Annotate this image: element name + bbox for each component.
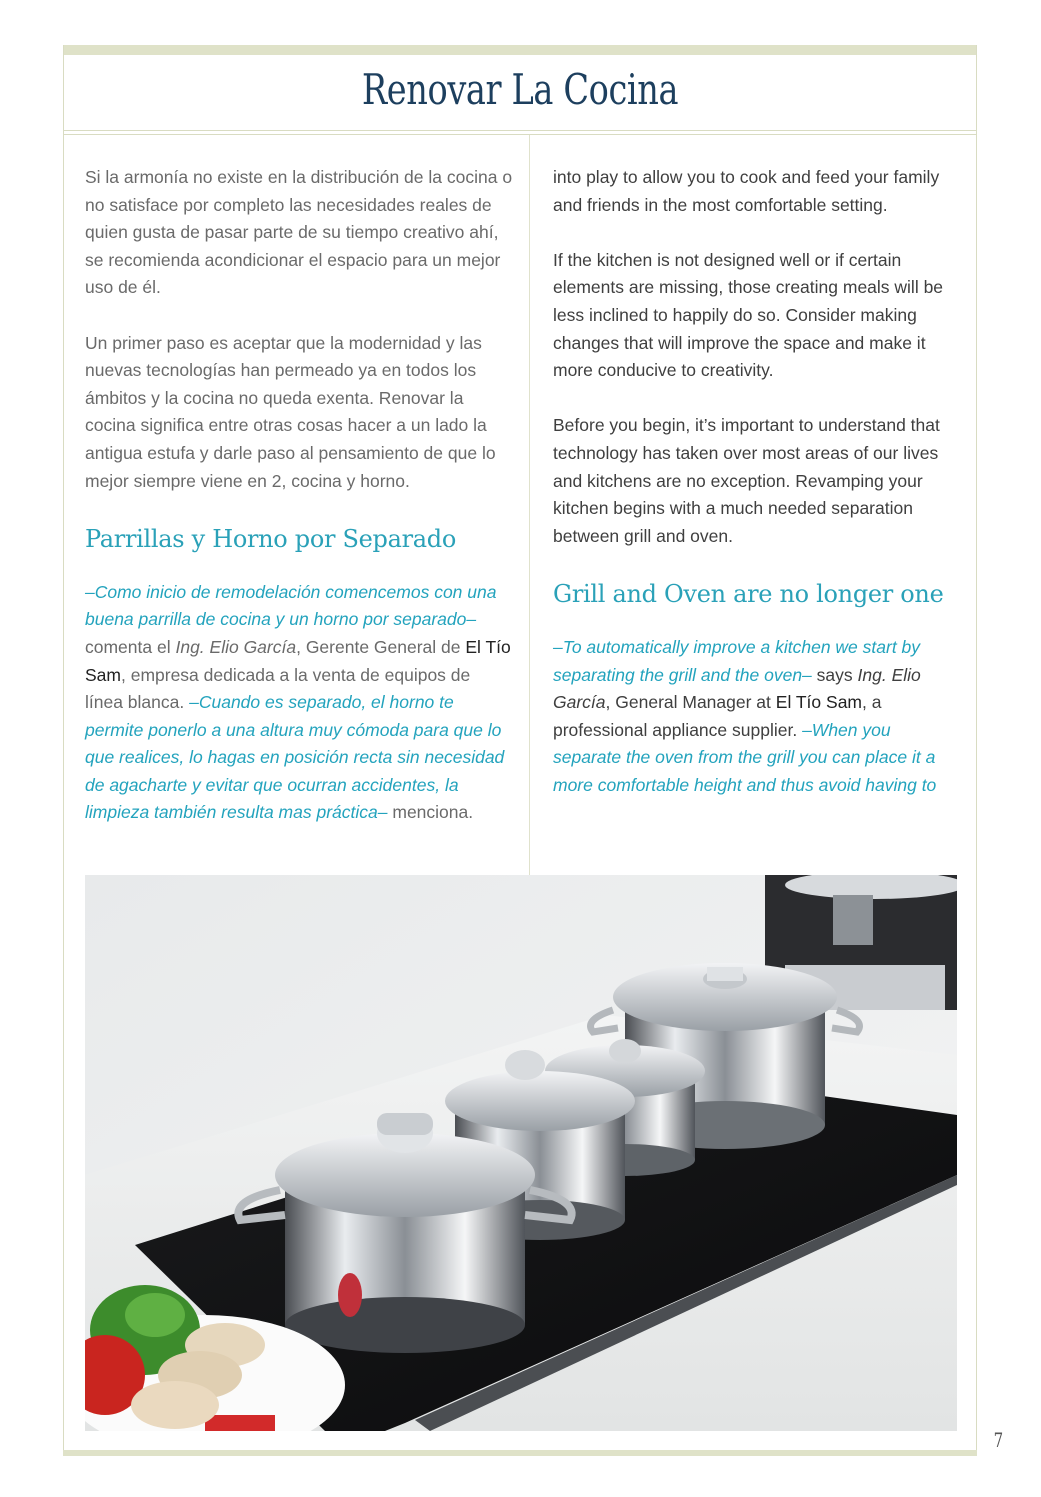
right-quote-2: –When you separate the oven from the grill you can place it a more comfortable height and thus avoid having to <box>553 719 937 795</box>
right-paragraph-1: into play to allow you to cook and feed your family and friends in the most comfortable setting. <box>553 167 940 215</box>
right-column <box>553 164 948 827</box>
right-quote-1: –To automatically improve a kitchen we start by separating the grill and the oven– <box>553 636 921 685</box>
right-paragraph-3: Before you begin, it’s important to understand that technology has taken over most areas of our lives and kitchens are no exception. Revamping your kitchen begins with a much needed separation between grill and oven. <box>553 415 940 546</box>
right-text-2: , General Manager at <box>605 692 776 713</box>
page-title: Renovar La Cocina <box>361 65 679 114</box>
right-company-name: El Tío Sam <box>775 692 863 713</box>
right-text-3: , a professional appliance supplier. <box>553 692 882 740</box>
left-person-name: Ing. Elio García <box>175 636 297 657</box>
left-text-2: , Gerente General de <box>296 636 466 657</box>
left-text-3: , empresa dedicada a la venta de equipos de línea blanca. <box>85 664 471 713</box>
right-text-1: says <box>811 664 858 685</box>
right-person-name: Ing. Elio García <box>553 664 921 713</box>
column-divider <box>529 135 530 875</box>
right-paragraph-2: If the kitchen is not designed well or if certain elements are missing, those creating meals will be less inclined to happily do so. Consider making changes that will improve the space and make it more conducive to creativity. <box>553 249 944 381</box>
right-heading: Grill and Oven are no longer one <box>553 579 944 608</box>
left-text-1: comenta el <box>85 636 176 657</box>
left-heading: Parrillas y Horno por Separado <box>85 524 457 553</box>
title-rule <box>64 134 976 135</box>
left-company-name: El Tío Sam <box>85 636 511 685</box>
left-paragraph-3 <box>85 579 513 827</box>
cookware-illustration <box>85 875 957 1431</box>
left-quote-2: –Cuando es separado, el horno te permite ponerlo a una altura muy cómoda para que lo que realices, lo hagas en posición recta sin necesidad de agacharte y evitar que ocurran accidentes, la limpieza también resulta mas práctica– <box>85 692 505 823</box>
left-paragraph-2: Un primer paso es aceptar que la modernidad y las nuevas tecnologías han permeado ya en todos los ámbitos y la cocina no queda exenta. Renovar la cocina significa entre otras cosas hacer a un lado la antigua estufa y darle paso al pensamiento de que lo mejor siempre viene en 2, cocina y horno. <box>85 332 496 491</box>
left-quote-1: –Como inicio de remodelación comencemos con una buena parrilla de cocina y un horno por separado– <box>85 581 497 630</box>
left-column <box>85 164 513 855</box>
right-paragraph-4 <box>553 634 948 800</box>
bottom-border-bar <box>63 1450 977 1456</box>
page-number: 7 <box>993 1428 1004 1452</box>
kitchen-photo <box>85 875 957 1431</box>
left-paragraph-1: Si la armonía no existe en la distribución de la cocina o no satisface por completo las necesidades reales de quien gusta de pasar parte de su tiempo creativo ahí, se recomienda acondicionar el espacio para un mejor uso de él. <box>85 167 513 298</box>
title-box <box>64 55 976 131</box>
left-text-4: menciona. <box>387 802 474 823</box>
